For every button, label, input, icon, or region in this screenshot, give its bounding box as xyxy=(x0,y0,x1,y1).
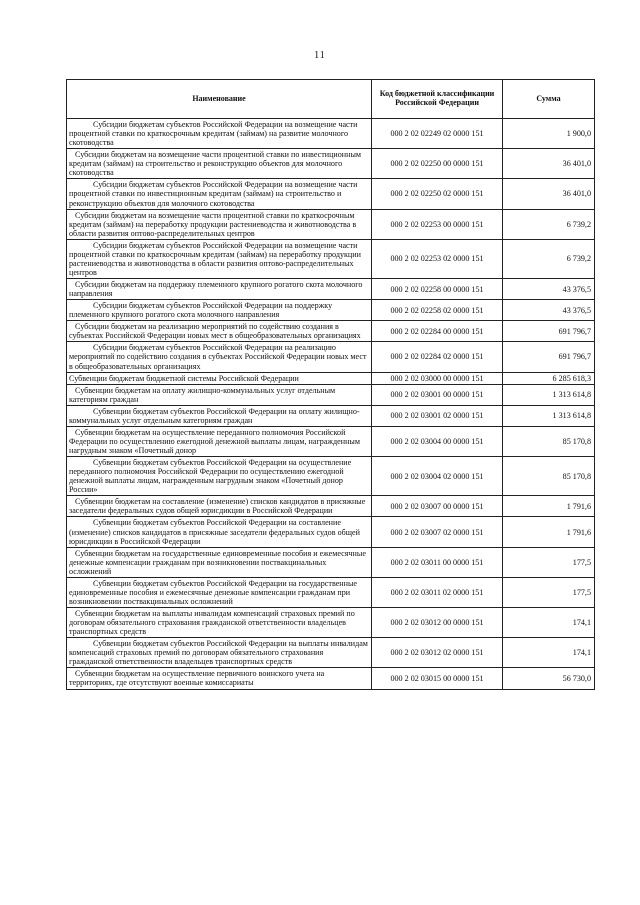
budget-table xyxy=(66,79,595,690)
row-sum: 43 376,5 xyxy=(503,300,595,321)
row-sum: 56 730,0 xyxy=(503,668,595,689)
row-name: Субсидии бюджетам на возмещение части процентной ставки по краткосрочным кредитам (займам) на переработку продукции растениеводства и животноводства в области развития оптово-распределительных центров xyxy=(67,209,372,239)
table-row xyxy=(67,426,595,456)
table-row xyxy=(67,384,595,405)
row-sum: 1 791,6 xyxy=(503,517,595,547)
row-sum: 85 170,8 xyxy=(503,457,595,496)
row-name: Субсидии бюджетам субъектов Российской Федерации на реализацию мероприятий по содействию создания в субъектах Российской Федерации новых мест в общеобразовательных организациях xyxy=(67,342,372,372)
row-code: 000 2 02 03007 02 0000 151 xyxy=(372,517,503,547)
row-name: Субвенции бюджетам на выплаты инвалидам компенсаций страховых премий по договорам обязательного страхования гражданской ответственности владельцев транспортных средств xyxy=(67,608,372,638)
row-sum: 1 900,0 xyxy=(503,119,595,149)
row-sum: 6 739,2 xyxy=(503,209,595,239)
table-row xyxy=(67,279,595,300)
row-sum: 85 170,8 xyxy=(503,426,595,456)
row-sum: 691 796,7 xyxy=(503,321,595,342)
row-code: 000 2 02 03011 02 0000 151 xyxy=(372,577,503,607)
row-name: Субвенции бюджетам на осуществление переданного полномочия Российской Федерации по осуществлению ежегодной денежной выплаты лицам, награжденным нагрудным знаком «Почетный донор xyxy=(67,426,372,456)
row-name: Субсидии бюджетам на поддержку племенного крупного рогатого скота молочного направления xyxy=(67,279,372,300)
row-code: 000 2 02 03015 00 0000 151 xyxy=(372,668,503,689)
row-name: Субвенции бюджетам на осуществление первичного воинского учета на территориях, где отсутствуют военные комиссариаты xyxy=(67,668,372,689)
row-code: 000 2 02 02253 02 0000 151 xyxy=(372,239,503,278)
row-name: Субсидии бюджетам на реализацию мероприятий по содействию создания в субъектах Российской Федерации новых мест в общеобразовательных организациях xyxy=(67,321,372,342)
row-sum: 174,1 xyxy=(503,608,595,638)
table-row xyxy=(67,119,595,149)
row-sum: 6 285 618,3 xyxy=(503,372,595,384)
row-sum: 174,1 xyxy=(503,638,595,668)
row-name: Субвенции бюджетам субъектов Российской Федерации на выплаты инвалидам компенсаций страховых премий по договорам обязательного страхования гражданской ответственности владельцев транспортных средств xyxy=(67,638,372,668)
table-row xyxy=(67,321,595,342)
header-sum: Сумма xyxy=(503,80,595,119)
row-code: 000 2 02 03004 00 0000 151 xyxy=(372,426,503,456)
row-sum: 691 796,7 xyxy=(503,342,595,372)
row-code: 000 2 02 02284 00 0000 151 xyxy=(372,321,503,342)
header-code: Код бюджетной классификации Российской Федерации xyxy=(372,80,503,119)
row-name: Субвенции бюджетам субъектов Российской Федерации на осуществление переданного полномочия Российской Федерации по осуществлению ежегодной денежной выплаты лицам, награжденным нагрудным знаком «Почетный донор России» xyxy=(67,457,372,496)
row-sum: 36 401,0 xyxy=(503,179,595,209)
table-row xyxy=(67,668,595,689)
page-number: 11 xyxy=(314,50,326,61)
row-name: Субсидии бюджетам на возмещение части процентной ставки по инвестиционным кредитам (займам) на строительство и реконструкцию объектов для молочного скотоводства xyxy=(67,149,372,179)
row-name: Субвенции бюджетам на оплату жилищно-коммунальных услуг отдельным категориям граждан xyxy=(67,384,372,405)
table-row xyxy=(67,547,595,577)
row-name: Субвенции бюджетам на государственные единовременные пособия и ежемесячные денежные компенсации гражданам при возникновении поствакцинальных осложнений xyxy=(67,547,372,577)
row-code: 000 2 02 02284 02 0000 151 xyxy=(372,342,503,372)
table-row xyxy=(67,239,595,278)
row-sum: 1 313 614,8 xyxy=(503,405,595,426)
row-code: 000 2 02 03012 02 0000 151 xyxy=(372,638,503,668)
row-sum: 1 313 614,8 xyxy=(503,384,595,405)
row-name: Субвенции бюджетам субъектов Российской Федерации на составление (изменение) списков кандидатов в присяжные заседатели федеральных судов общей юрисдикции в Российской Федерации xyxy=(67,517,372,547)
row-code: 000 2 02 02250 02 0000 151 xyxy=(372,179,503,209)
table-row xyxy=(67,342,595,372)
row-name: Субсидии бюджетам субъектов Российской Федерации на возмещение части процентной ставки по краткосрочным кредитам (займам) на развитие молочного скотоводства xyxy=(67,119,372,149)
table-row xyxy=(67,608,595,638)
table-row xyxy=(67,517,595,547)
row-code: 000 2 02 03007 00 0000 151 xyxy=(372,496,503,517)
table-row xyxy=(67,496,595,517)
row-sum: 36 401,0 xyxy=(503,149,595,179)
row-code: 000 2 02 02258 00 0000 151 xyxy=(372,279,503,300)
table-row xyxy=(67,209,595,239)
row-sum: 177,5 xyxy=(503,547,595,577)
table-row xyxy=(67,372,595,384)
table-row xyxy=(67,405,595,426)
table-row xyxy=(67,638,595,668)
row-code: 000 2 02 02253 00 0000 151 xyxy=(372,209,503,239)
table-row xyxy=(67,457,595,496)
row-code: 000 2 02 02250 00 0000 151 xyxy=(372,149,503,179)
table-row xyxy=(67,577,595,607)
row-name: Субсидии бюджетам субъектов Российской Федерации на возмещение части процентной ставки по инвестиционным кредитам (займам) на строительство и реконструкцию объектов для молочного скотоводства xyxy=(67,179,372,209)
row-sum: 1 791,6 xyxy=(503,496,595,517)
row-code: 000 2 02 03001 00 0000 151 xyxy=(372,384,503,405)
row-code: 000 2 02 03004 02 0000 151 xyxy=(372,457,503,496)
row-code: 000 2 02 03000 00 0000 151 xyxy=(372,372,503,384)
table-row xyxy=(67,149,595,179)
row-name: Субвенции бюджетам субъектов Российской Федерации на оплату жилищно-коммунальных услуг отдельным категориям граждан xyxy=(67,405,372,426)
row-name: Субвенции бюджетам субъектов Российской Федерации на государственные единовременные пособия и ежемесячные денежные компенсации гражданам при возникновении поствакцинальных осложнений xyxy=(67,577,372,607)
table-row xyxy=(67,300,595,321)
row-code: 000 2 02 03011 00 0000 151 xyxy=(372,547,503,577)
row-code: 000 2 02 03012 00 0000 151 xyxy=(372,608,503,638)
row-code: 000 2 02 02258 02 0000 151 xyxy=(372,300,503,321)
row-name: Субсидии бюджетам субъектов Российской Федерации на поддержку племенного крупного рогатого скота молочного направления xyxy=(67,300,372,321)
row-code: 000 2 02 02249 02 0000 151 xyxy=(372,119,503,149)
row-name: Субвенции бюджетам на составление (изменение) списков кандидатов в присяжные заседатели федеральных судов общей юрисдикции в Российской Федерации xyxy=(67,496,372,517)
table-header-row xyxy=(67,80,595,119)
row-sum: 6 739,2 xyxy=(503,239,595,278)
row-sum: 43 376,5 xyxy=(503,279,595,300)
row-code: 000 2 02 03001 02 0000 151 xyxy=(372,405,503,426)
header-name: Наименование xyxy=(67,80,372,119)
row-sum: 177,5 xyxy=(503,577,595,607)
row-name: Субвенции бюджетам бюджетной системы Российской Федерации xyxy=(67,372,372,384)
table-body xyxy=(67,119,595,690)
row-name: Субсидии бюджетам субъектов Российской Федерации на возмещение части процентной ставки по краткосрочным кредитам (займам) на переработку продукции растениеводства и животноводства в области развития оптово-распределительных центров xyxy=(67,239,372,278)
table-row xyxy=(67,179,595,209)
